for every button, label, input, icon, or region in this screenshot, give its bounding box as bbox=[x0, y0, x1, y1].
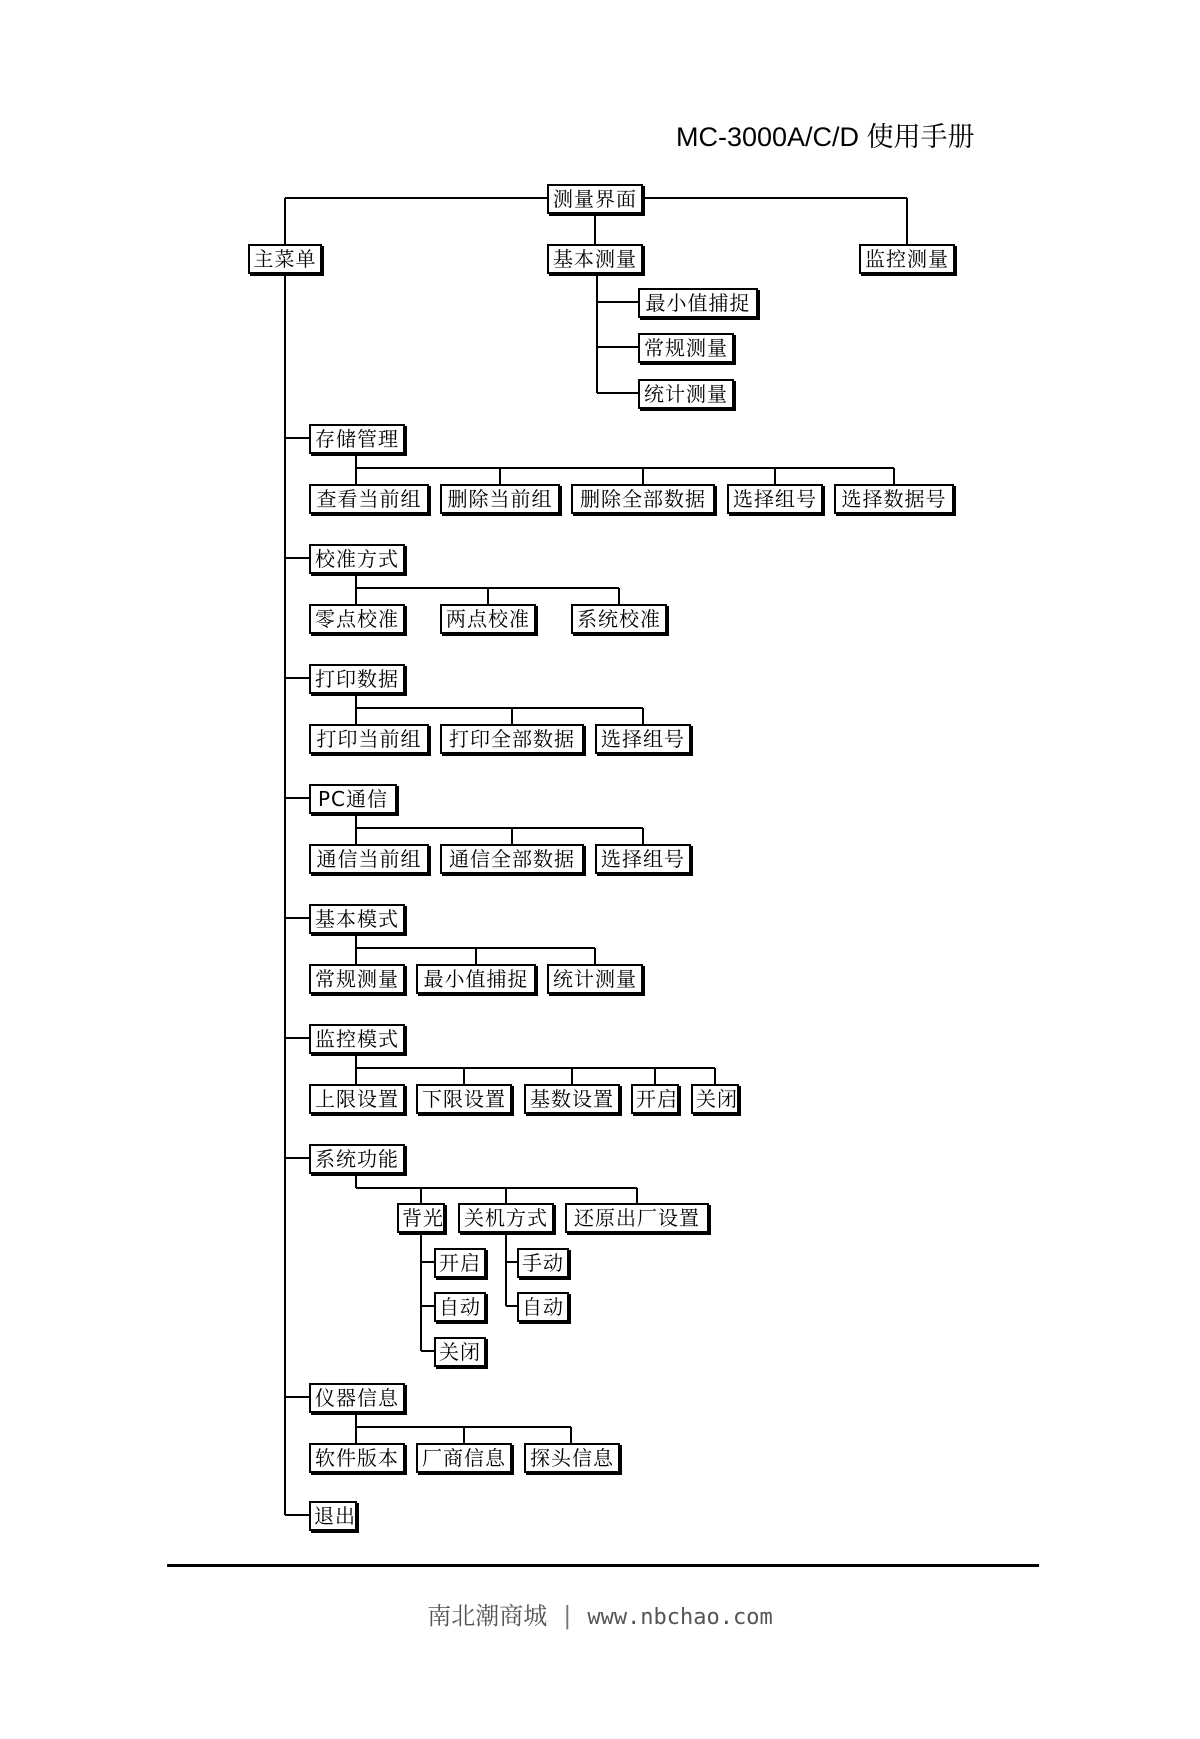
node-storage-child: 选择数据号 bbox=[834, 484, 954, 514]
node-pc-comm-child: 选择组号 bbox=[595, 844, 691, 874]
page-title: MC-3000A/C/D 使用手册 bbox=[676, 122, 975, 152]
node-backlight-option: 关闭 bbox=[434, 1337, 486, 1367]
node-print-child: 选择组号 bbox=[595, 724, 691, 754]
node-storage-child: 查看当前组 bbox=[309, 484, 429, 514]
node-storage-child: 删除全部数据 bbox=[571, 484, 715, 514]
node-monitor-mode-child: 基数设置 bbox=[524, 1084, 620, 1114]
node-basic-mode-child: 常规测量 bbox=[309, 964, 405, 994]
node-monitor-mode-child: 上限设置 bbox=[309, 1084, 405, 1114]
node-calibration-child: 系统校准 bbox=[571, 604, 667, 634]
node-basic-mode-child: 最小值捕捉 bbox=[416, 964, 536, 994]
node-shutdown-option: 手动 bbox=[517, 1248, 569, 1278]
node-menu-monitor-mode: 监控模式 bbox=[309, 1024, 405, 1054]
node-calibration-child: 零点校准 bbox=[309, 604, 405, 634]
node-basic-mode-child: 统计测量 bbox=[547, 964, 643, 994]
node-backlight-option: 开启 bbox=[434, 1248, 486, 1278]
node-storage-child: 选择组号 bbox=[727, 484, 823, 514]
node-system-child: 还原出厂设置 bbox=[565, 1203, 709, 1233]
node-monitor-mode-child: 开启 bbox=[631, 1084, 679, 1114]
node-menu-print: 打印数据 bbox=[309, 664, 405, 694]
node-backlight-option: 自动 bbox=[434, 1292, 486, 1322]
node-basic-child: 最小值捕捉 bbox=[638, 288, 758, 318]
node-menu-system: 系统功能 bbox=[309, 1144, 405, 1174]
node-monitor-mode-child: 关闭 bbox=[691, 1084, 739, 1114]
node-device-info-child: 软件版本 bbox=[309, 1443, 405, 1473]
node-device-info-child: 探头信息 bbox=[524, 1443, 620, 1473]
node-menu-pc-comm: PC通信 bbox=[309, 784, 397, 814]
node-main-menu: 主菜单 bbox=[248, 244, 322, 274]
node-basic-child: 统计测量 bbox=[638, 379, 734, 409]
node-basic-measure: 基本测量 bbox=[547, 244, 643, 274]
node-menu-exit: 退出 bbox=[309, 1501, 357, 1531]
node-system-child: 关机方式 bbox=[458, 1203, 554, 1233]
node-pc-comm-child: 通信全部数据 bbox=[440, 844, 584, 874]
node-menu-basic-mode: 基本模式 bbox=[309, 904, 405, 934]
node-shutdown-option: 自动 bbox=[517, 1292, 569, 1322]
footer-url[interactable]: www.nbchao.com bbox=[587, 1605, 773, 1630]
node-pc-comm-child: 通信当前组 bbox=[309, 844, 429, 874]
node-calibration-child: 两点校准 bbox=[440, 604, 536, 634]
node-print-child: 打印当前组 bbox=[309, 724, 429, 754]
footer-divider bbox=[167, 1564, 1039, 1567]
node-system-child: 背光 bbox=[397, 1203, 445, 1233]
footer-separator: | bbox=[563, 1602, 572, 1630]
footer-site: 南北潮商城 bbox=[427, 1602, 548, 1630]
node-basic-child: 常规测量 bbox=[638, 333, 734, 363]
node-menu-calibration: 校准方式 bbox=[309, 544, 405, 574]
node-storage-child: 删除当前组 bbox=[440, 484, 560, 514]
node-menu-storage: 存储管理 bbox=[309, 424, 405, 454]
node-root: 测量界面 bbox=[547, 184, 643, 214]
node-monitor-measure: 监控测量 bbox=[859, 244, 955, 274]
node-monitor-mode-child: 下限设置 bbox=[416, 1084, 512, 1114]
footer bbox=[0, 1596, 1200, 1631]
node-device-info-child: 厂商信息 bbox=[416, 1443, 512, 1473]
node-print-child: 打印全部数据 bbox=[440, 724, 584, 754]
node-menu-device-info: 仪器信息 bbox=[309, 1383, 405, 1413]
